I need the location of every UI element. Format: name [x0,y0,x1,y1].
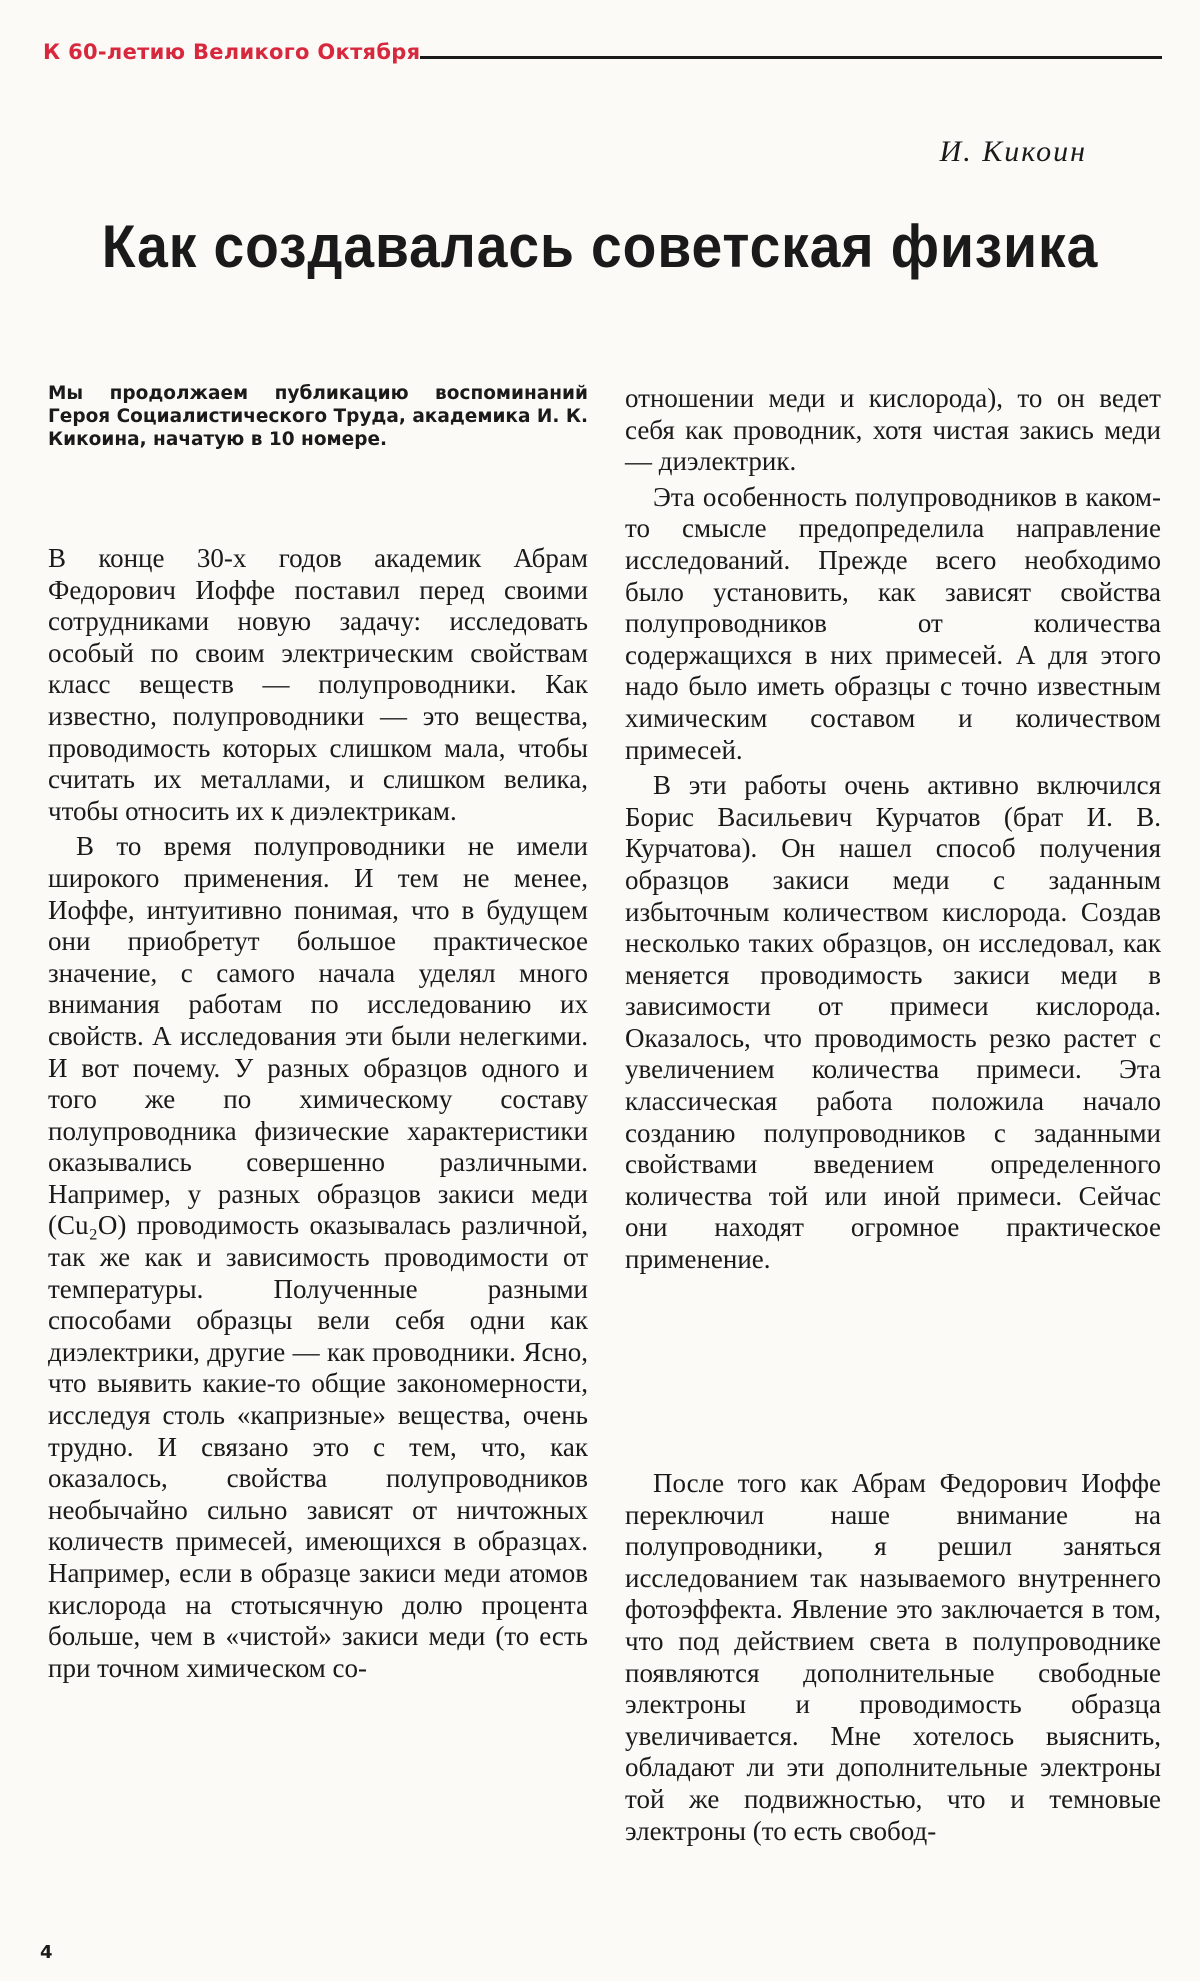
right-column-bottom [625,1468,1161,1851]
rubric-heading: К 60-летию Великого Октября [43,40,421,64]
author-name: И. Кикоин [939,135,1087,168]
paragraph: В конце 30-х годов академик Абрам Федорович Иоффе поставил перед своими сотрудниками новую задачу: исследовать особый по своим электрическим свойствам класс веществ — полупроводники. Как известно, полупроводники — это вещества, проводимость которых слишком мала, чтобы считать их металлами, и слишком велика, чтобы относить их к диэлектрикам. [48,543,588,826]
paragraph: Эта особенность полупроводников в каком-то смысле предопределила направление исследований. Прежде всего необходимо было установить, как зависят свойства полупроводников от количества содержащихся в них примесей. А для этого надо было иметь образцы с точно известным химическим составом и количеством примесей. [625,481,1161,765]
paragraph: отношении меди и кислорода), то он ведет себя как проводник, хотя чистая закись меди — диэлектрик. [625,383,1161,477]
rubric-divider [420,56,1162,59]
article-title: Как создавалась советская физика [101,213,1099,280]
paragraph: После того как Абрам Федорович Иоффе переключил наше внимание на полупроводники, я решил заняться исследованием так называемого внутреннего фотоэффекта. Явление это заключается в том, что под действием света в полупроводнике появляются дополнительные свободные электроны и проводимость образца увеличивается. Мне хотелось выяснить, обладают ли эти дополнительные электроны той же подвижностью, что и темновые электроны (то есть свобод- [625,1468,1161,1846]
left-column [48,543,588,1688]
page-number: 4 [40,1942,53,1963]
article-intro: Мы продолжаем публикацию воспоминаний Героя Социалистического Труда, академика И. К. Кикоина, начатую в 10 номере. [48,383,589,450]
paragraph: В то время полупроводники не имели широкого применения. И тем не менее, Иоффе, интуитивно понимая, что в будущем они приобретут большое практическое значение, с самого начала уделял много внимания работам по исследованию их свойств. А исследования эти были нелегкими. И вот почему. У разных образцов одного и того же по химическому составу полупроводника физические характеристики оказывались совершенно различными. Например, у разных образцов закиси меди (Cu₂O) проводимость оказывалась различной, так же как и зависимость проводимости от температуры. Полученные разными способами образцы вели себя одни как диэлектрики, другие — как проводники. Ясно, что выявить какие-то общие закономерности, исследуя столь «капризные» вещества, очень трудно. И связано это с тем, что, как оказалось, свойства полупроводников необычайно сильно зависят от ничтожных количеств примесей, имеющихся в образцах. Например, если в образце закиси меди атомов кислорода на стотысячную долю процента больше, чем в «чистой» закиси меди (то есть при точном химическом со- [48,831,588,1683]
paragraph: В эти работы очень активно включился Борис Васильевич Курчатов (брат И. В. Курчатова). Он нашел способ получения образцов закиси меди с заданным избыточным количеством кислорода. Создав несколько таких образцов, он исследовал, как меняется проводимость закиси меди в зависимости от примеси кислорода. Оказалось, что проводимость резко растет с увеличением количества примеси. Эта классическая работа положила начало созданию полупроводников с заданными свойствами введением определенного количества той или иной примеси. Сейчас они находят огромное практическое применение. [625,770,1161,1275]
right-column-top [625,383,1161,1280]
